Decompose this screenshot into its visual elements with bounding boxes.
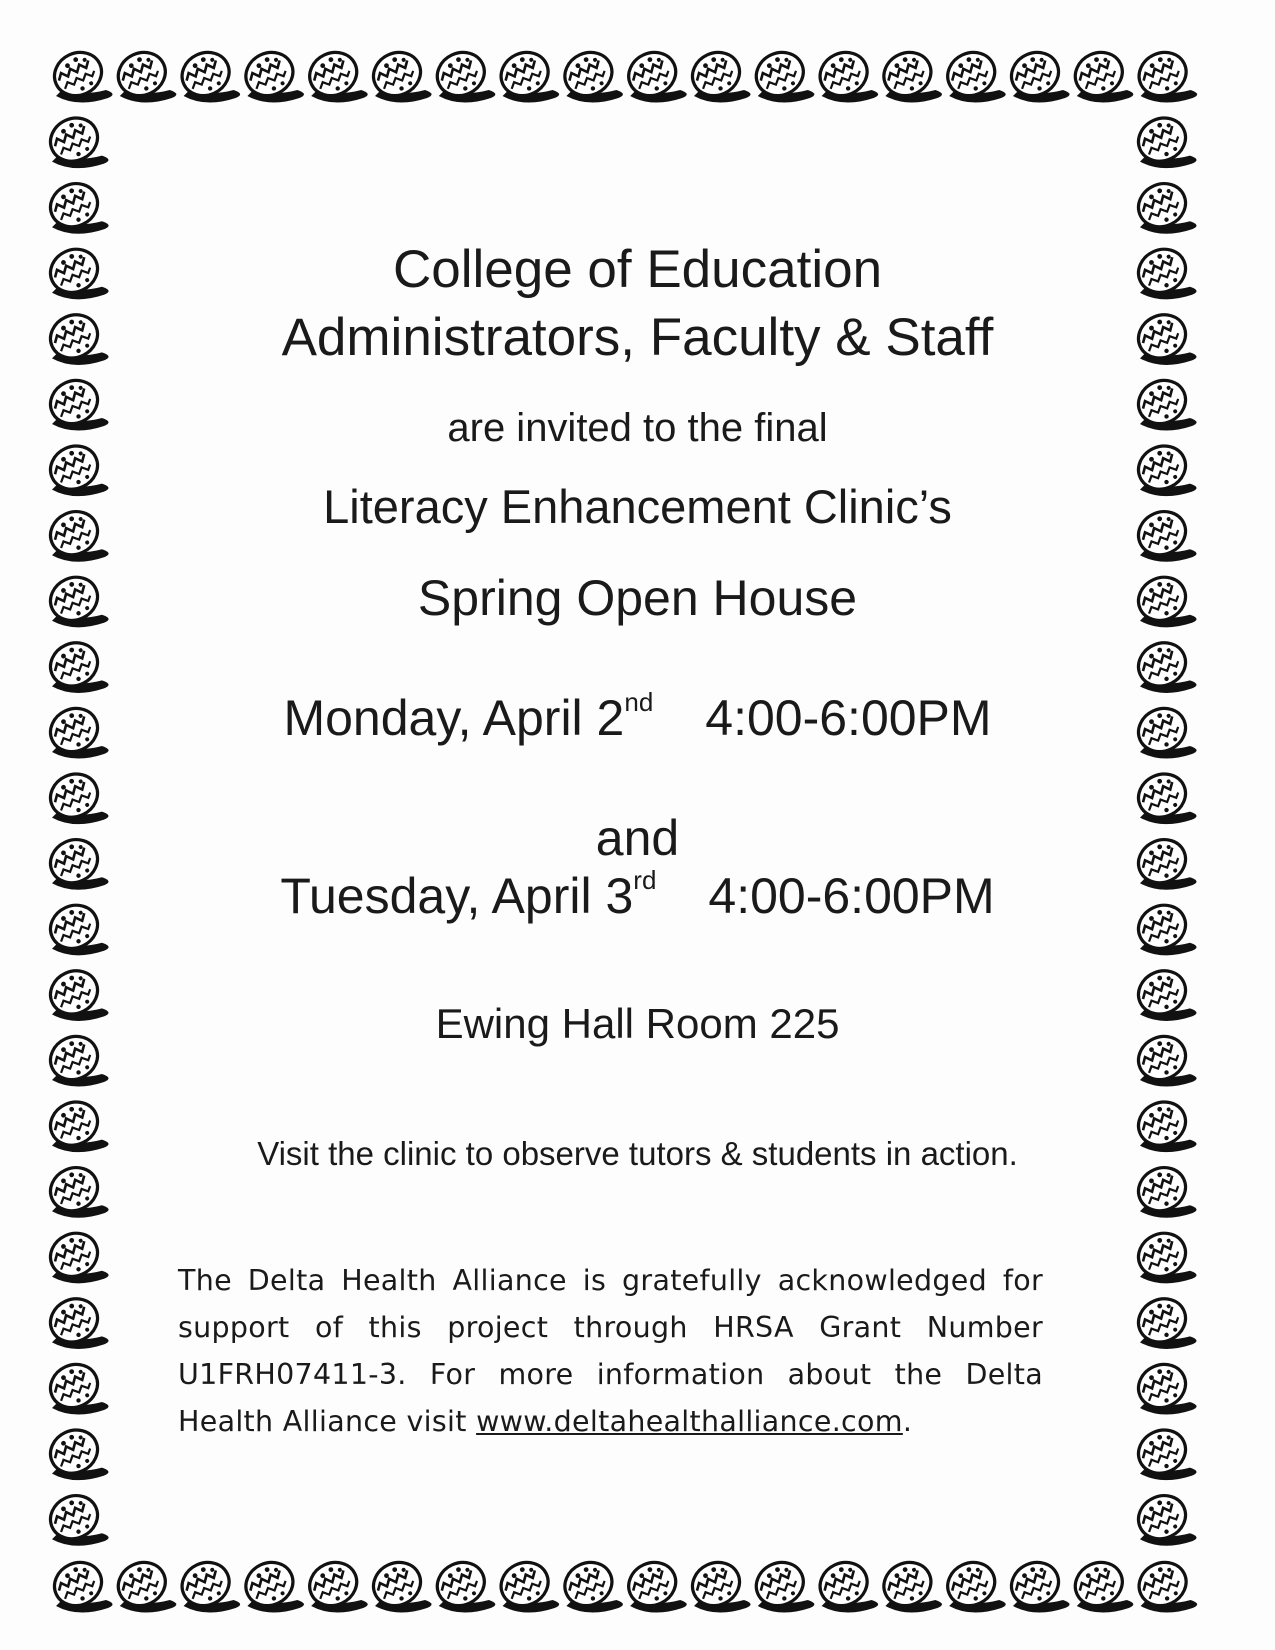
easter-egg-icon: [303, 1555, 368, 1613]
easter-egg-icon: [558, 1555, 623, 1613]
easter-egg-icon: [430, 45, 495, 103]
acknowledgment-end: .: [902, 1404, 913, 1438]
easter-egg-icon: [1131, 110, 1196, 168]
easter-egg-icon: [1131, 832, 1196, 890]
easter-egg-icon: [43, 176, 108, 234]
easter-egg-icon: [1131, 1029, 1196, 1087]
easter-egg-icon: [1131, 176, 1196, 234]
easter-egg-icon: [1004, 45, 1069, 103]
event-name: Spring Open House: [417, 570, 858, 626]
easter-egg-icon: [1131, 1226, 1196, 1284]
easter-egg-icon: [43, 832, 108, 890]
easter-egg-icon: [1131, 570, 1196, 628]
visit-message: Visit the clinic to observe tutors & students in action.: [257, 1135, 1018, 1172]
heading-audience: Administrators, Faculty & Staff: [281, 308, 994, 367]
easter-egg-icon: [366, 1555, 431, 1613]
easter-egg-icon: [1131, 1094, 1196, 1152]
easter-egg-icon: [43, 307, 108, 365]
easter-egg-icon: [1132, 45, 1197, 103]
easter-egg-icon: [622, 1555, 687, 1613]
easter-egg-icon: [43, 701, 108, 759]
easter-egg-icon: [1131, 242, 1196, 300]
easter-egg-icon: [1131, 438, 1196, 496]
easter-egg-icon: [111, 45, 176, 103]
easter-egg-icon: [1131, 1357, 1196, 1415]
easter-egg-icon: [558, 45, 623, 103]
easter-egg-icon: [1131, 635, 1196, 693]
easter-egg-icon: [877, 1555, 942, 1613]
date-tuesday-day: Tuesday, April 3: [280, 868, 634, 924]
acknowledgment-text: The Delta Health Alliance is gratefully acknowledged for support of this project through HRSA Grant Number U1FRH07411-3. For more information about the Delta Health Alliance visit: [178, 1263, 1043, 1438]
easter-egg-icon: [47, 45, 112, 103]
easter-egg-icon: [1131, 766, 1196, 824]
date-monday: [150, 687, 1125, 748]
easter-egg-icon: [877, 45, 942, 103]
easter-egg-icon: [239, 45, 304, 103]
easter-egg-icon: [43, 570, 108, 628]
easter-egg-icon: [749, 45, 814, 103]
easter-egg-icon: [813, 45, 878, 103]
easter-egg-icon: [1068, 45, 1133, 103]
date-monday-day: Monday, April 2: [283, 690, 625, 746]
easter-egg-icon: [685, 1555, 750, 1613]
easter-egg-icon: [366, 45, 431, 103]
easter-egg-icon: [1004, 1555, 1069, 1613]
easter-egg-icon: [303, 45, 368, 103]
easter-egg-icon: [43, 373, 108, 431]
easter-egg-icon: [43, 898, 108, 956]
easter-egg-icon: [813, 1555, 878, 1613]
easter-egg-icon: [1131, 1291, 1196, 1349]
date-tuesday-suffix: rd: [633, 865, 657, 896]
easter-egg-icon: [175, 1555, 240, 1613]
easter-egg-icon: [111, 1555, 176, 1613]
easter-egg-icon: [43, 438, 108, 496]
easter-egg-icon: [1068, 1555, 1133, 1613]
date-monday-time: 4:00-6:00PM: [705, 690, 992, 746]
easter-egg-icon: [175, 45, 240, 103]
easter-egg-icon: [43, 1160, 108, 1218]
easter-egg-icon: [43, 766, 108, 824]
easter-egg-icon: [1131, 1488, 1196, 1546]
easter-egg-icon: [1131, 701, 1196, 759]
easter-egg-icon: [239, 1555, 304, 1613]
invitation-line: are invited to the final: [447, 406, 828, 450]
easter-egg-icon: [43, 1226, 108, 1284]
easter-egg-icon: [1131, 898, 1196, 956]
event-location: Ewing Hall Room 225: [435, 1000, 840, 1047]
easter-egg-icon: [43, 242, 108, 300]
easter-egg-icon: [43, 110, 108, 168]
easter-egg-icon: [622, 45, 687, 103]
easter-egg-icon: [43, 504, 108, 562]
date-monday-suffix: nd: [624, 687, 654, 718]
easter-egg-icon: [749, 1555, 814, 1613]
easter-egg-icon: [1131, 963, 1196, 1021]
easter-egg-icon: [1131, 1160, 1196, 1218]
easter-egg-icon: [494, 1555, 559, 1613]
easter-egg-icon: [43, 635, 108, 693]
delta-health-alliance-link[interactable]: www.deltahealthalliance.com: [476, 1404, 903, 1438]
date-tuesday-time: 4:00-6:00PM: [708, 868, 995, 924]
acknowledgment-paragraph: [178, 1257, 1043, 1445]
easter-egg-icon: [1131, 373, 1196, 431]
easter-egg-icon: [43, 963, 108, 1021]
easter-egg-icon: [1131, 504, 1196, 562]
date-tuesday: [150, 865, 1125, 926]
easter-egg-icon: [941, 45, 1006, 103]
easter-egg-icon: [685, 45, 750, 103]
easter-egg-icon: [494, 45, 559, 103]
date-conjunction: and: [595, 810, 680, 866]
easter-egg-icon: [43, 1488, 108, 1546]
easter-egg-icon: [1131, 307, 1196, 365]
easter-egg-icon: [43, 1029, 108, 1087]
easter-egg-icon: [941, 1555, 1006, 1613]
easter-egg-icon: [47, 1555, 112, 1613]
clinic-name: Literacy Enhancement Clinic’s: [323, 480, 952, 533]
easter-egg-icon: [43, 1422, 108, 1480]
easter-egg-icon: [43, 1357, 108, 1415]
easter-egg-icon: [1132, 1555, 1197, 1613]
easter-egg-icon: [43, 1291, 108, 1349]
easter-egg-icon: [43, 1094, 108, 1152]
easter-egg-icon: [1131, 1422, 1196, 1480]
easter-egg-icon: [430, 1555, 495, 1613]
heading-college: College of Education: [392, 240, 883, 299]
